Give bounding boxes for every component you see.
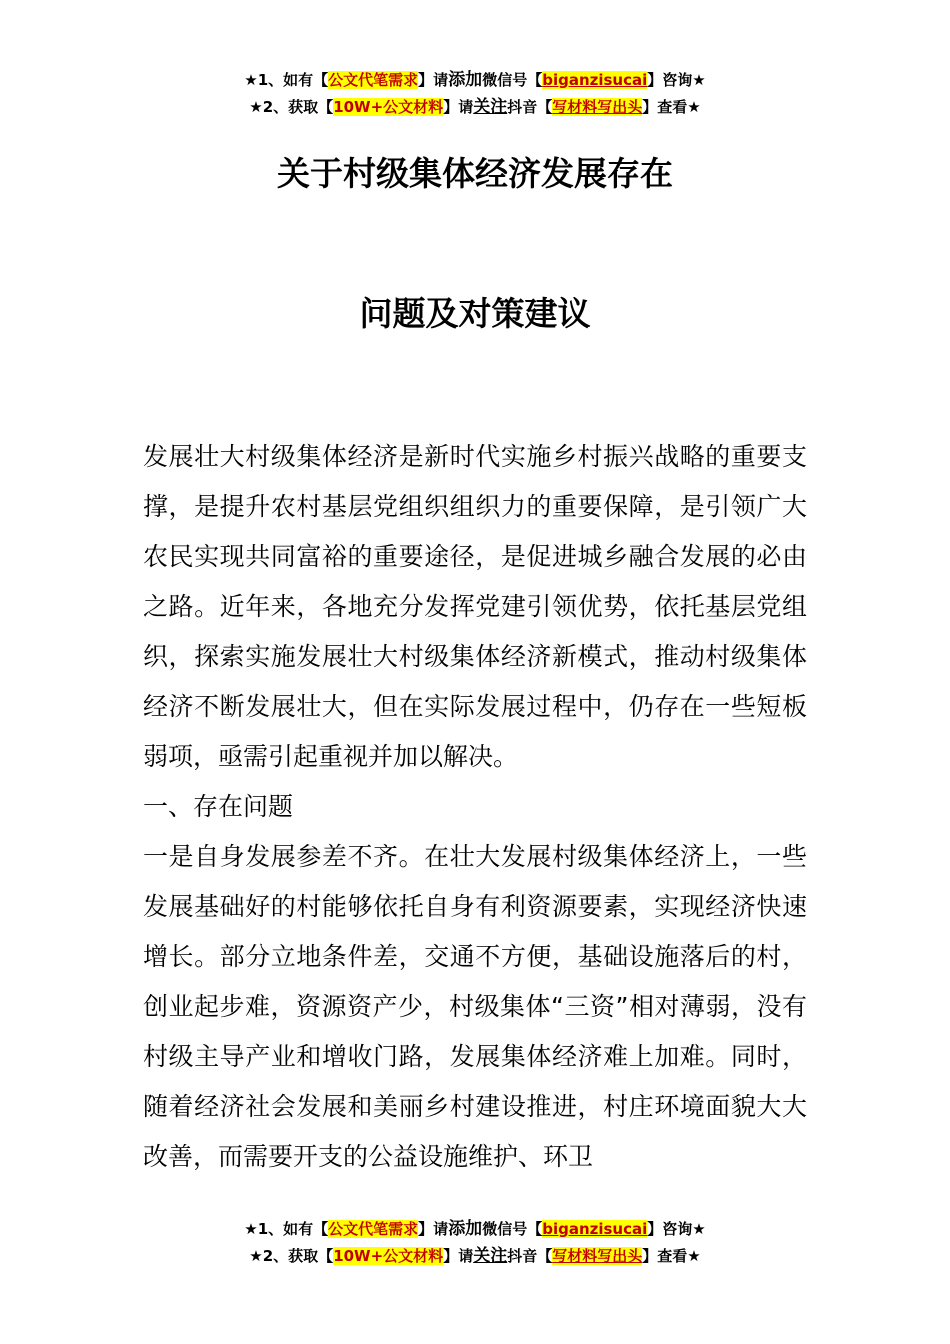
footer-promo-banner [0,1216,950,1270]
document-title-line-1: 关于村级集体经济发展存在 [277,154,673,193]
promo-highlight: 公文代笔需求 [328,1220,419,1238]
header-promo-banner [0,67,950,121]
promo-text: 】咨询★ [647,1220,706,1238]
wechat-id-link[interactable]: biganzisucai [542,71,648,89]
promo-highlight: 10W+公文材料 [333,1247,444,1265]
promo-emphasis: 添加 [448,1219,483,1239]
document-title-line-2: 问题及对策建议 [359,294,591,333]
douyin-account-link[interactable]: 写材料写出头 [552,98,643,116]
promo-text: 】请 [443,1247,474,1265]
promo-text: ★2、获取【 [249,98,334,116]
promo-line-1 [0,1216,950,1243]
section-heading: 一、存在问题 [143,792,294,821]
promo-text: 】请 [443,98,474,116]
promo-text: 】请 [418,1220,449,1238]
promo-text: 抖音【 [507,1247,553,1265]
promo-text: 】咨询★ [647,71,706,89]
wechat-id-link[interactable]: biganzisucai [542,1220,648,1238]
promo-emphasis: 添加 [448,70,483,90]
promo-text: ★1、如有【 [244,1220,329,1238]
promo-emphasis: 关注 [473,97,508,117]
promo-text: 】查看★ [642,1247,701,1265]
body-paragraph: 一是自身发展参差不齐。在壮大发展村级集体经济上，一些发展基础好的村能够依托自身有利资源要素，实现经济快速增长。部分立地条件差，交通不方便，基础设施落后的村，创业起步难，资源资产少，村级集体“三资”相对薄弱，没有村级主导产业和增收门路，发展集体经济难上加难。同时，随着经济社会发展和美丽乡村建设推进，村庄环境面貌大大改善，而需要开支的公益设施维护、环卫 [143,842,807,1171]
promo-text: 】查看★ [642,98,701,116]
promo-text: 】请 [418,71,449,89]
douyin-account-link[interactable]: 写材料写出头 [552,1247,643,1265]
promo-text: ★1、如有【 [244,71,329,89]
promo-highlight: 公文代笔需求 [328,71,419,89]
promo-emphasis: 关注 [473,1246,508,1266]
document-body [143,432,807,1182]
body-paragraph: 发展壮大村级集体经济是新时代实施乡村振兴战略的重要支撑，是提升农村基层党组织组织力的重要保障，是引领广大农民实现共同富裕的重要途径，是促进城乡融合发展的必由之路。近年来，各地充分发挥党建引领优势，依托基层党组织，探索实施发展壮大村级集体经济新模式，推动村级集体经济不断发展壮大，但在实际发展过程中，仍存在一些短板弱项，亟需引起重视并加以解决。 [143,442,807,771]
promo-text: 抖音【 [507,98,553,116]
promo-text: 微信号【 [482,1220,543,1238]
promo-text: ★2、获取【 [249,1247,334,1265]
promo-line-2 [0,1243,950,1270]
promo-line-1 [0,67,950,94]
promo-text: 微信号【 [482,71,543,89]
promo-line-2 [0,94,950,121]
promo-highlight: 10W+公文材料 [333,98,444,116]
